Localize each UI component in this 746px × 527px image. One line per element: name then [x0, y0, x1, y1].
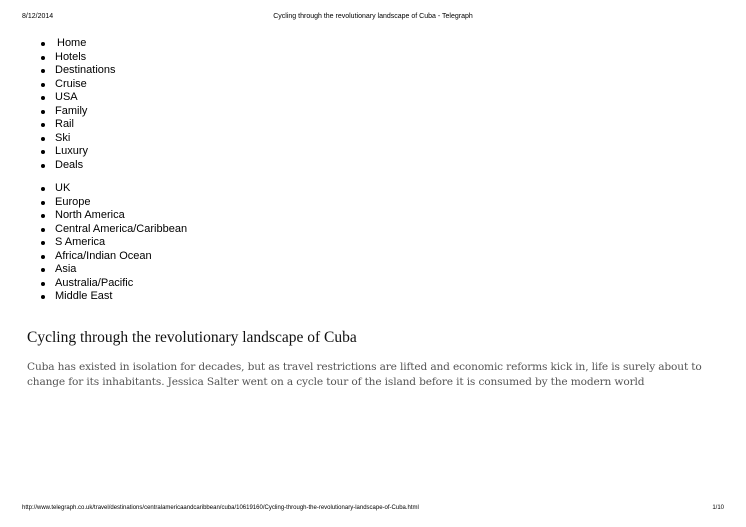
bullet-icon [41, 282, 45, 286]
primary-navigation [41, 37, 116, 172]
bullet-icon [41, 228, 45, 232]
print-url: http://www.telegraph.co.uk/travel/destinations/centralamericaandcaribbean/cuba/10619160/Cycling-through-the-revolutionary-landscape-of-Cuba.html [22, 505, 419, 511]
nav-item-family [41, 105, 116, 119]
nav-link-rail[interactable]: Rail [55, 118, 74, 130]
nav-link-cruise[interactable]: Cruise [55, 77, 87, 90]
nav-link-deals[interactable]: Deals [55, 158, 84, 171]
nav-link-central-america-caribbean[interactable]: Central America/Caribbean [55, 222, 188, 235]
bullet-icon [41, 241, 45, 245]
nav-item-cruise [41, 78, 116, 92]
print-header [22, 13, 724, 25]
nav-item-usa [41, 91, 116, 105]
nav-item-destinations [41, 64, 116, 78]
nav-item-australia-pacific [41, 277, 187, 291]
region-navigation [41, 182, 187, 304]
print-page-number: 1/10 [712, 505, 724, 511]
nav-item-rail [41, 118, 116, 132]
nav-link-usa[interactable]: USA [55, 91, 78, 103]
nav-item-deals [41, 159, 116, 173]
bullet-icon [41, 69, 45, 73]
bullet-icon [41, 137, 45, 141]
bullet-icon [41, 295, 45, 299]
nav-link-uk[interactable]: UK [55, 182, 71, 194]
bullet-icon [41, 96, 45, 100]
bullet-icon [41, 56, 45, 60]
nav-link-north-america[interactable]: North America [55, 209, 125, 221]
bullet-icon [41, 110, 45, 114]
nav-item-europe [41, 196, 187, 210]
bullet-icon [41, 268, 45, 272]
nav-item-home [41, 37, 116, 51]
nav-item-central-america-caribbean [41, 223, 187, 237]
nav-link-asia[interactable]: Asia [55, 263, 77, 275]
article-standfirst: Cuba has existed in isolation for decades, but as travel restrictions are lifted and economic reforms kick in, life is surely about to change for its inhabitants. Jessica Salter went on a cycle tour of the island before it is consumed by the modern world [27, 361, 702, 388]
nav-link-australia-pacific[interactable]: Australia/Pacific [55, 276, 134, 289]
print-page-title: Cycling through the revolutionary landscape of Cuba - Telegraph [273, 13, 473, 20]
nav-link-ski[interactable]: Ski [55, 131, 71, 144]
nav-link-destinations[interactable]: Destinations [55, 64, 116, 76]
nav-item-ski [41, 132, 116, 146]
nav-link-africa-indian-ocean[interactable]: Africa/Indian Ocean [55, 249, 152, 262]
nav-item-hotels [41, 51, 116, 65]
bullet-icon [41, 187, 45, 191]
nav-item-s-america [41, 236, 187, 250]
nav-link-home[interactable]: Home [57, 37, 87, 49]
bullet-icon [41, 42, 45, 46]
print-footer [22, 505, 724, 517]
nav-link-family[interactable]: Family [55, 104, 88, 117]
nav-item-middle-east [41, 290, 187, 304]
bullet-icon [41, 255, 45, 259]
nav-item-africa-indian-ocean [41, 250, 187, 264]
article-title: Cycling through the revolutionary landscape of Cuba [27, 329, 357, 346]
nav-link-hotels[interactable]: Hotels [55, 50, 87, 63]
nav-item-uk [41, 182, 187, 196]
nav-item-asia [41, 263, 187, 277]
nav-link-s-america[interactable]: S America [55, 236, 106, 248]
bullet-icon [41, 150, 45, 154]
nav-link-luxury[interactable]: Luxury [55, 145, 89, 157]
bullet-icon [41, 214, 45, 218]
nav-link-middle-east[interactable]: Middle East [55, 290, 113, 302]
nav-link-europe[interactable]: Europe [55, 195, 91, 208]
bullet-icon [41, 201, 45, 205]
bullet-icon [41, 83, 45, 87]
nav-item-luxury [41, 145, 116, 159]
print-date: 8/12/2014 [22, 13, 54, 20]
nav-item-north-america [41, 209, 187, 223]
bullet-icon [41, 164, 45, 168]
bullet-icon [41, 123, 45, 127]
